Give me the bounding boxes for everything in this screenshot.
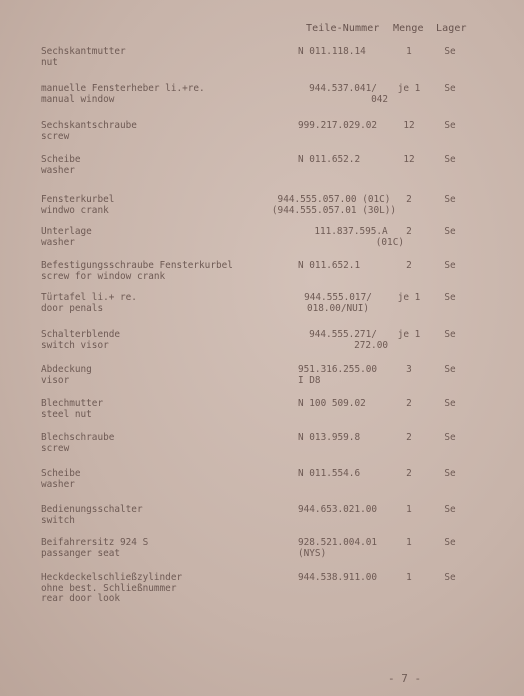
quantity: 1 [406,504,412,515]
description-line: Blechschraube [41,432,115,443]
description-line: washer [41,164,75,176]
quantity: je 1 [397,329,421,340]
description-line: screw [41,130,70,142]
description-line: windwo crank [41,204,109,216]
part-number-line: N 013.959.8 [298,432,361,443]
quantity: 2 [406,260,412,271]
description-line: washer [41,478,75,490]
quantity: 1 [406,46,412,57]
stock-location: Se [444,504,456,515]
quantity: 2 [406,468,412,479]
stock-location: Se [444,364,456,375]
stock-location: Se [444,292,456,303]
quantity: 2 [406,194,412,205]
part-description [41,47,281,68]
part-description [41,433,281,454]
quantity: 12 [403,120,415,131]
description-line: Unterlage [41,226,92,237]
part-description [41,227,281,248]
part-description [41,261,281,282]
description-line: manuelle Fensterheber li.+re. [41,83,205,94]
part-description [41,573,281,605]
description-line: washer [41,236,75,248]
stock-location: Se [444,572,456,583]
part-number [298,47,378,58]
stock-location: Se [444,260,456,271]
part-number [298,330,388,351]
description-line: ohne best. Schließnummer [41,582,177,594]
quantity: 12 [403,154,415,165]
part-description [41,505,281,526]
quantity: 1 [406,537,412,548]
part-number-line: 951.316.255.00 [298,364,378,375]
part-number-line: 944.537.041/ [309,83,377,94]
part-description [41,538,281,559]
part-number [298,261,378,272]
part-number [298,365,378,386]
quantity: 2 [406,226,412,237]
part-number-line: N 011.118.14 [298,46,366,57]
description-line: steel nut [41,408,92,420]
part-description [41,330,281,351]
description-line: rear door look [41,593,121,604]
description-line: visor [41,374,70,386]
part-number-line: 272.00 [354,339,388,351]
description-line: passanger seat [41,547,121,559]
part-number-line: N 011.554.6 [298,468,361,479]
description-line: Scheibe [41,154,81,165]
description-line: door penals [41,302,104,314]
description-line: manual window [41,93,115,105]
description-line: Sechskantmutter [41,46,126,57]
part-number [298,433,378,444]
description-line: Blechmutter [41,398,104,409]
part-description [41,195,281,216]
quantity: 2 [406,398,412,409]
part-description [41,84,281,105]
quantity: 1 [406,572,412,583]
part-description [41,365,281,386]
stock-location: Se [444,468,456,479]
quantity: 3 [406,364,412,375]
part-number [298,293,378,314]
page-number: - 7 - [388,672,422,685]
quantity: je 1 [397,292,421,303]
part-number-line: (944.555.057.01 (30L)) [271,204,397,216]
stock-location: Se [444,398,456,409]
description-line: switch [41,514,75,526]
part-number-line: (NYS) [298,547,327,559]
part-number [298,538,378,559]
part-number-line: I D8 [298,374,321,386]
stock-location: Se [444,194,456,205]
part-number-line: N 011.652.2 [298,154,361,165]
stock-location: Se [444,154,456,165]
part-number [298,505,378,516]
part-number-line: N 011.652.1 [298,260,361,271]
description-line: Abdeckung [41,364,92,375]
header-part-number: Teile-Nummer [306,23,380,34]
description-line: Schalterblende [41,329,121,340]
stock-location: Se [444,537,456,548]
part-number [298,573,378,584]
stock-location: Se [444,432,456,443]
description-line: Beifahrersitz 924 S [41,537,149,548]
description-line: screw [41,442,70,454]
stock-location: Se [444,83,456,94]
part-number [298,84,388,105]
part-number-line: 944.653.021.00 [298,504,378,515]
part-number-line: 944.555.017/ [304,292,372,303]
description-line: Befestigungsschraube Fensterkurbel [41,260,233,271]
part-number-line: 042 [371,93,388,105]
description-line: Scheibe [41,468,81,479]
part-number-line: 111.837.595.A [314,226,388,237]
header-quantity: Menge [393,23,424,34]
stock-location: Se [444,46,456,57]
part-number-line: 018.00/NUI) [306,302,370,314]
description-line: switch visor [41,339,109,351]
description-line: Sechskantschraube [41,120,137,131]
stock-location: Se [444,226,456,237]
part-number-line: 944.538.911.00 [298,572,378,583]
description-line: screw for window crank [41,270,166,282]
part-description [41,155,281,176]
part-number-line: (01C) [375,236,404,248]
part-number-line: 999.217.029.02 [298,120,378,131]
part-number [298,469,378,480]
part-number [298,399,378,410]
stock-location: Se [444,329,456,340]
header-stock: Lager [436,23,467,34]
stock-location: Se [444,120,456,131]
description-line: nut [41,56,58,68]
quantity: je 1 [397,83,421,94]
part-number [298,155,378,166]
part-description [41,469,281,490]
part-number-line: N 100 509.02 [298,398,366,409]
part-number [268,195,400,216]
part-description [41,121,281,142]
description-line: Fensterkurbel [41,194,115,205]
description-line: Türtafel li.+ re. [41,292,137,303]
quantity: 2 [406,432,412,443]
part-number-line: 928.521.004.01 [298,537,378,548]
description-line: Bedienungsschalter [41,504,143,515]
part-description [41,293,281,314]
part-description [41,399,281,420]
part-number-line: 944.555.271/ [309,329,377,340]
part-number-line: 944.555.057.00 (01C) [277,194,391,205]
description-line: Heckdeckelschließzylinder [41,572,183,583]
part-number [298,121,390,132]
